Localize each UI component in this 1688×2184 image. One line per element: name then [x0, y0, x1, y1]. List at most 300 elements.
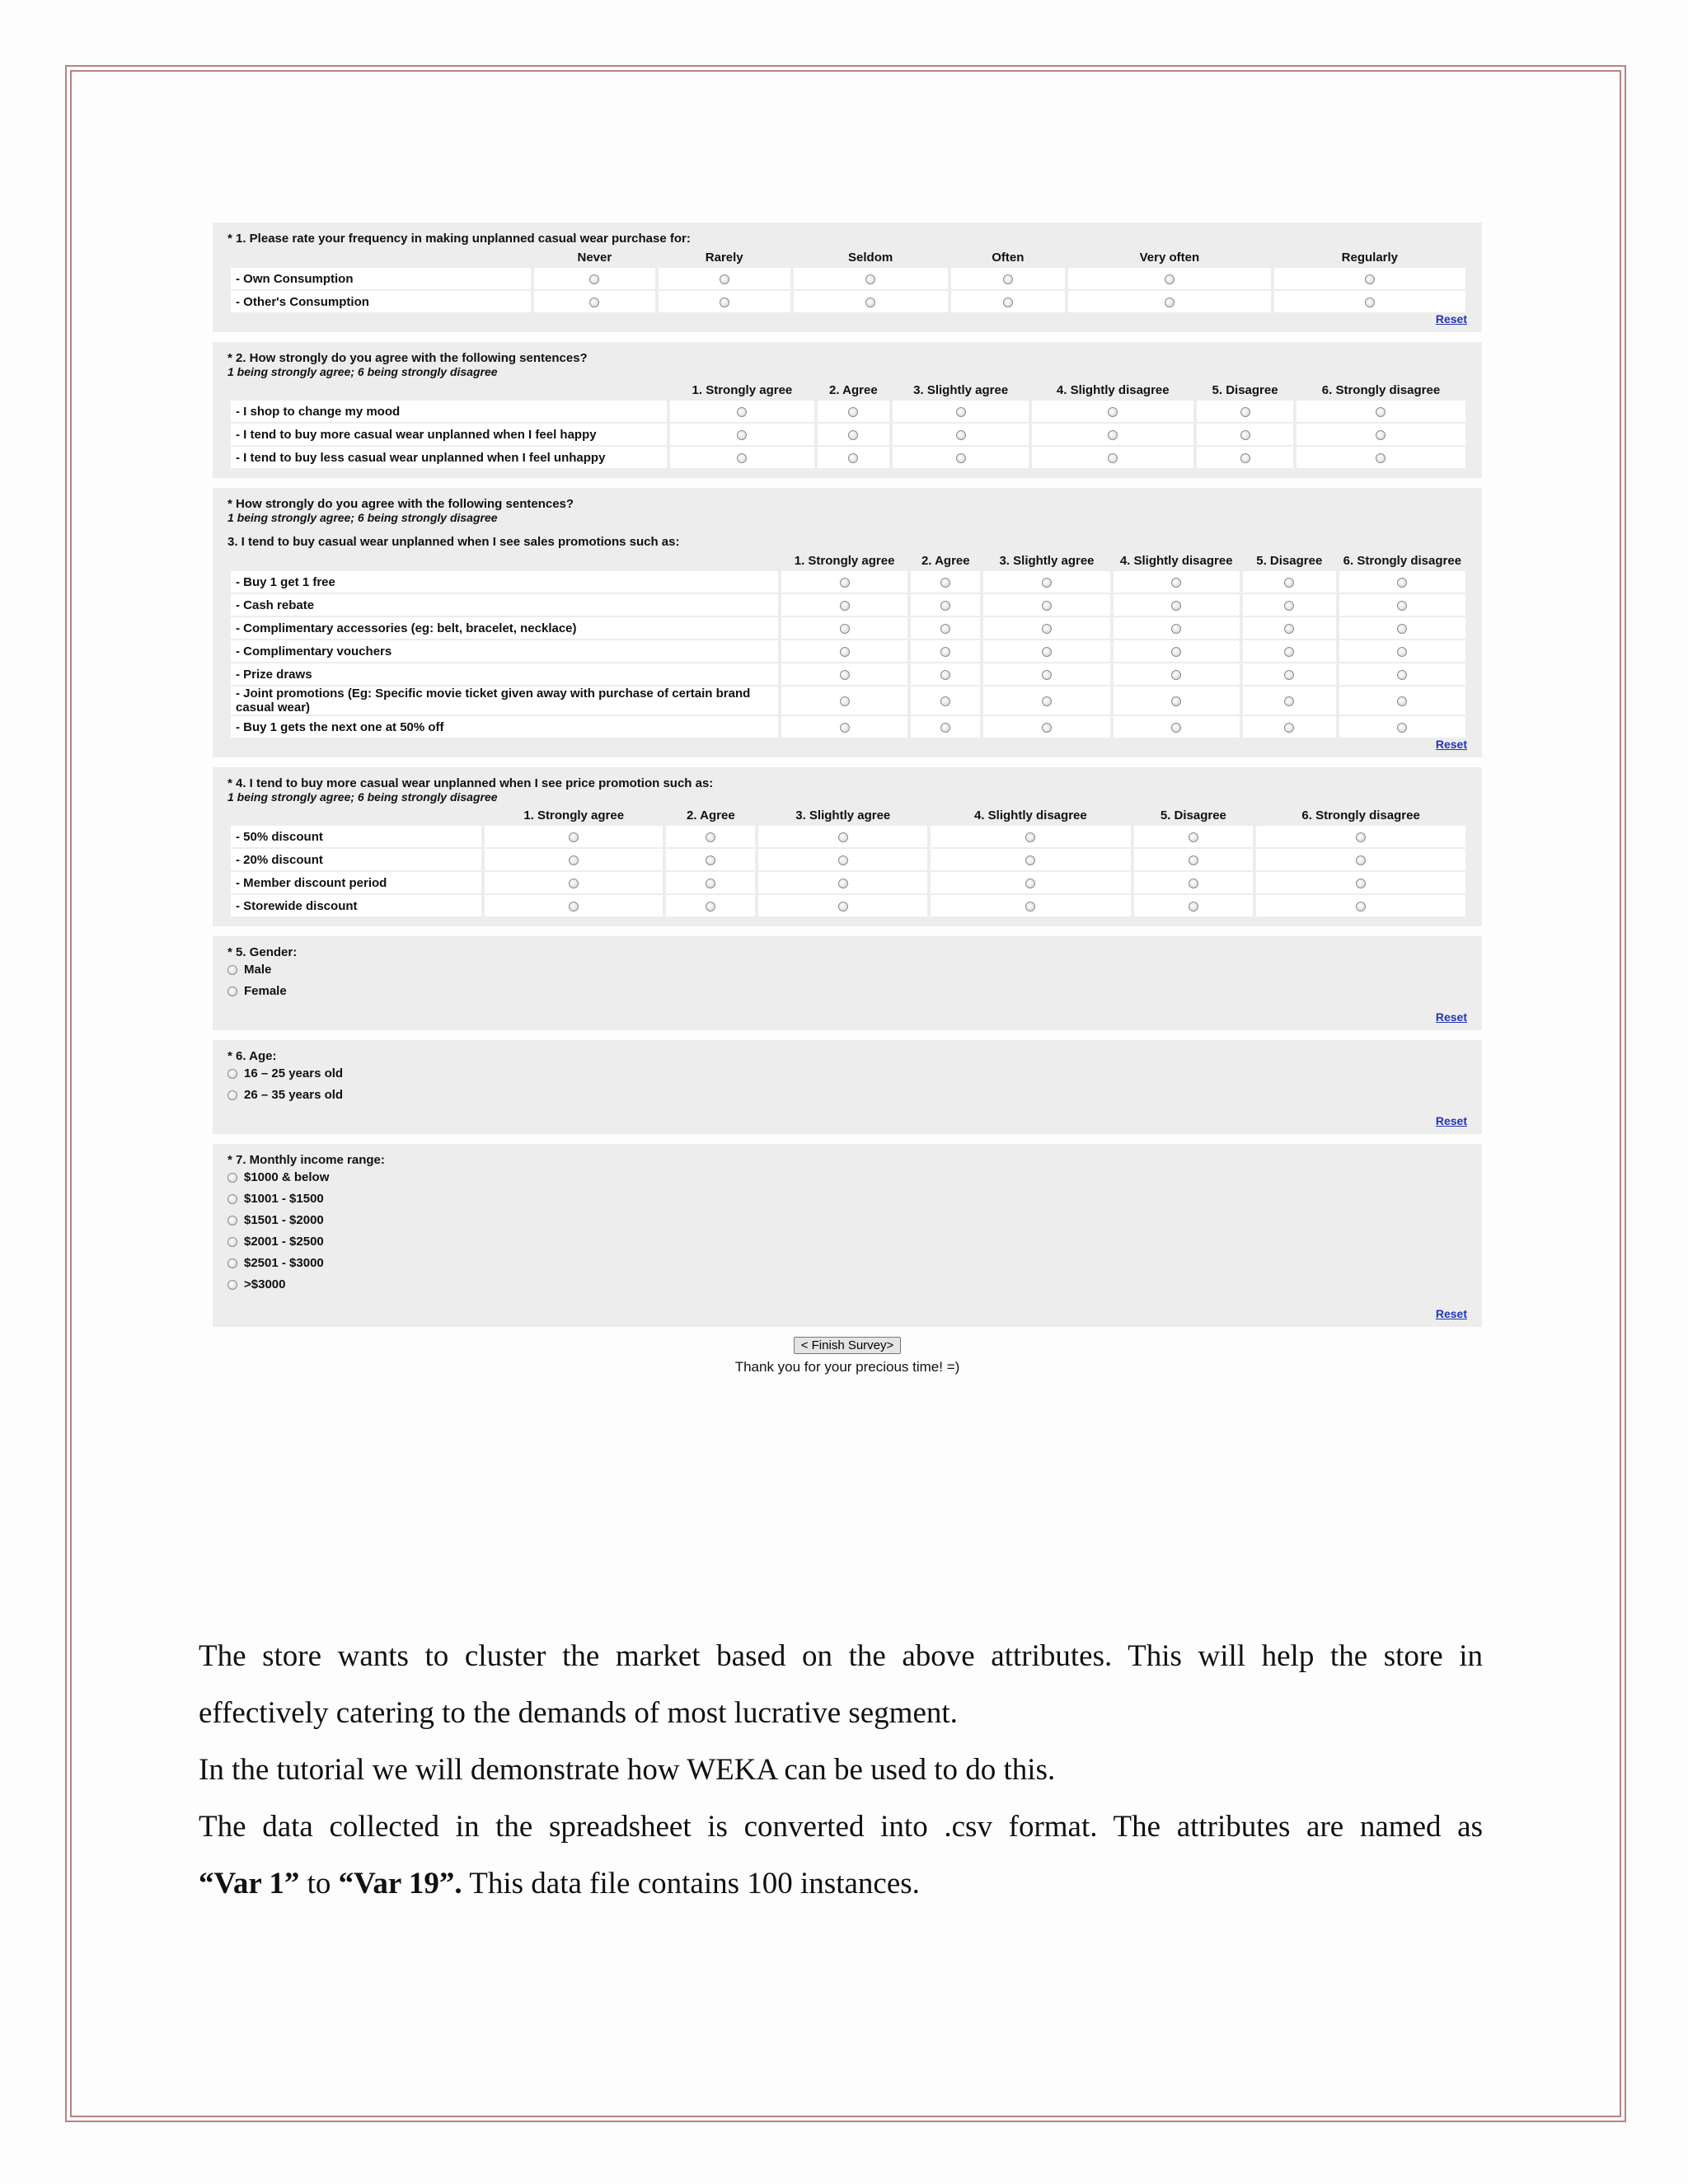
radio-button[interactable]	[227, 1069, 237, 1079]
radio-button[interactable]	[706, 855, 715, 865]
question-3-text: 3. I tend to buy casual wear unplanned when I see sales promotions such as:	[227, 535, 680, 549]
radio-button[interactable]	[1003, 298, 1013, 307]
radio-button[interactable]	[940, 578, 950, 588]
grid-cell	[893, 401, 1029, 422]
question-3-title: * How strongly do you agree with the following sentences?	[227, 497, 574, 511]
grid-row-label: - I tend to buy more casual wear unplanned when I feel happy	[231, 424, 667, 445]
grid-cell	[758, 849, 927, 870]
grid-cell	[1114, 594, 1240, 616]
question-5-reset-link[interactable]: Reset	[1435, 1010, 1467, 1024]
radio-button[interactable]	[1284, 601, 1294, 611]
grid-row-label: - Complimentary accessories (eg: belt, bracelet, necklace)	[231, 617, 778, 639]
radio-button[interactable]	[1284, 670, 1294, 680]
radio-button[interactable]	[1171, 647, 1181, 657]
radio-button[interactable]	[840, 723, 850, 733]
option-label: $2001 - $2500	[244, 1235, 324, 1249]
question-2-grid	[227, 380, 1469, 470]
grid-cell	[1339, 716, 1465, 738]
grid-header-blank	[231, 552, 778, 569]
radio-button[interactable]	[227, 1258, 237, 1268]
radio-button[interactable]	[1397, 696, 1407, 706]
grid-cell	[781, 687, 907, 715]
grid-cell	[1274, 268, 1465, 289]
question-6-section	[213, 1040, 1482, 1134]
paragraph-3-rest: This data file contains 100 instances.	[462, 1867, 920, 1900]
radio-button[interactable]	[227, 1090, 237, 1100]
grid-cell	[1339, 640, 1465, 662]
grid-cell	[1134, 849, 1254, 870]
option-row[interactable]	[227, 1063, 1469, 1085]
var-1-label: “Var 1”	[199, 1867, 300, 1900]
question-6-options	[227, 1063, 1469, 1106]
grid-cell	[1114, 663, 1240, 685]
question-1-section	[213, 223, 1482, 332]
grid-cell	[1296, 401, 1465, 422]
radio-button[interactable]	[1171, 624, 1181, 634]
question-7-options	[227, 1167, 1469, 1296]
grid-row	[231, 895, 1465, 916]
grid-row	[231, 447, 1465, 468]
grid-column-header: Rarely	[705, 251, 743, 265]
radio-button[interactable]	[1025, 832, 1035, 842]
radio-button[interactable]	[1171, 696, 1181, 706]
grid-header-blank	[231, 807, 481, 824]
grid-cell	[781, 716, 907, 738]
radio-button[interactable]	[1240, 430, 1250, 440]
to-word: to	[299, 1867, 339, 1900]
grid-cell	[1296, 447, 1465, 468]
radio-button[interactable]	[227, 1194, 237, 1204]
radio-button[interactable]	[940, 670, 950, 680]
grid-column-header: 2. Agree	[687, 808, 735, 823]
grid-header-blank	[231, 249, 531, 266]
grid-cell	[666, 895, 755, 916]
radio-button[interactable]	[1284, 624, 1294, 634]
grid-cell	[1032, 447, 1193, 468]
paragraph-1-line-1: The store wants to cluster the market based on the above attributes. This will help the store in	[199, 1639, 1483, 1673]
grid-cell	[1068, 268, 1271, 289]
question-4-subtitle: 1 being strongly agree; 6 being strongly disagree	[227, 790, 498, 804]
grid-row	[231, 663, 1465, 685]
grid-cell	[911, 571, 980, 593]
radio-button[interactable]	[1025, 855, 1035, 865]
grid-cell	[1339, 571, 1465, 593]
radio-button[interactable]	[1042, 670, 1052, 680]
grid-column-header: 2. Agree	[829, 383, 878, 397]
radio-button[interactable]	[227, 987, 237, 996]
grid-cell	[818, 401, 889, 422]
grid-row-label: - 50% discount	[231, 826, 481, 847]
grid-column-header: 6. Strongly disagree	[1343, 554, 1462, 568]
question-2-subtitle: 1 being strongly agree; 6 being strongly disagree	[227, 365, 498, 378]
grid-cell	[1032, 401, 1193, 422]
radio-button[interactable]	[569, 902, 579, 912]
radio-button[interactable]	[737, 407, 747, 417]
grid-cell	[485, 849, 663, 870]
radio-button[interactable]	[1365, 298, 1375, 307]
radio-button[interactable]	[848, 407, 858, 417]
grid-column-header: 5. Disagree	[1160, 808, 1226, 823]
option-row[interactable]	[227, 1167, 1469, 1188]
option-label: $1501 - $2000	[244, 1213, 324, 1227]
radio-button[interactable]	[848, 430, 858, 440]
radio-button[interactable]	[1025, 879, 1035, 888]
radio-button[interactable]	[1165, 298, 1175, 307]
grid-cell	[794, 291, 948, 312]
grid-cell	[1243, 687, 1336, 715]
radio-button[interactable]	[1171, 578, 1181, 588]
grid-cell	[983, 617, 1109, 639]
grid-cell	[485, 872, 663, 893]
radio-button[interactable]	[838, 902, 848, 912]
radio-button[interactable]	[1042, 696, 1052, 706]
grid-row	[231, 617, 1465, 639]
option-label: Male	[244, 963, 272, 977]
grid-cell	[534, 268, 655, 289]
option-row[interactable]	[227, 1085, 1469, 1106]
grid-cell	[951, 291, 1066, 312]
option-row[interactable]	[227, 1188, 1469, 1210]
grid-row	[231, 640, 1465, 662]
grid-row-label: - Member discount period	[231, 872, 481, 893]
radio-button[interactable]	[1356, 879, 1366, 888]
radio-button[interactable]	[737, 430, 747, 440]
radio-button[interactable]	[706, 832, 715, 842]
radio-button[interactable]	[865, 274, 875, 284]
radio-button[interactable]	[569, 855, 579, 865]
grid-cell	[670, 424, 814, 445]
question-6-title: * 6. Age:	[227, 1049, 277, 1063]
finish-wrap	[213, 1337, 1482, 1376]
radio-button[interactable]	[1108, 407, 1118, 417]
radio-button[interactable]	[1108, 453, 1118, 463]
grid-row-label: - Storewide discount	[231, 895, 481, 916]
grid-cell	[983, 716, 1109, 738]
radio-button[interactable]	[838, 855, 848, 865]
radio-button[interactable]	[589, 298, 599, 307]
option-row[interactable]	[227, 959, 1469, 981]
grid-row	[231, 594, 1465, 616]
radio-button[interactable]	[569, 879, 579, 888]
option-row[interactable]	[227, 1210, 1469, 1231]
radio-button[interactable]	[1284, 696, 1294, 706]
option-label: 26 – 35 years old	[244, 1088, 344, 1102]
grid-cell	[1134, 895, 1254, 916]
grid-row	[231, 268, 1465, 289]
grid-column-header: 1. Strongly agree	[794, 554, 895, 568]
grid-cell	[666, 849, 755, 870]
grid-cell	[758, 895, 927, 916]
question-5-options	[227, 959, 1469, 1002]
grid-cell	[485, 826, 663, 847]
grid-header-blank	[231, 382, 667, 399]
grid-cell	[1243, 663, 1336, 685]
grid-row-label: - Prize draws	[231, 663, 778, 685]
grid-column-header: 6. Strongly disagree	[1301, 808, 1420, 823]
radio-button[interactable]	[227, 1237, 237, 1247]
question-7-section	[213, 1144, 1482, 1327]
grid-row-label: - Cash rebate	[231, 594, 778, 616]
grid-row-label: - Buy 1 get 1 free	[231, 571, 778, 593]
radio-button[interactable]	[1397, 670, 1407, 680]
grid-column-header: Regularly	[1341, 251, 1399, 265]
question-3-section	[213, 488, 1482, 757]
radio-button[interactable]	[227, 965, 237, 975]
radio-button[interactable]	[1171, 601, 1181, 611]
radio-button[interactable]	[1376, 453, 1386, 463]
grid-header-row	[231, 807, 1465, 824]
option-label: 16 – 25 years old	[244, 1066, 344, 1080]
grid-cell	[983, 594, 1109, 616]
grid-cell	[1339, 594, 1465, 616]
question-3-subtitle: 1 being strongly agree; 6 being strongly disagree	[227, 511, 498, 524]
grid-column-header: 6. Strongly disagree	[1321, 383, 1441, 397]
radio-button[interactable]	[1189, 855, 1198, 865]
radio-button[interactable]	[956, 453, 966, 463]
radio-button[interactable]	[1171, 670, 1181, 680]
grid-cell	[951, 268, 1066, 289]
grid-row	[231, 716, 1465, 738]
grid-cell	[983, 687, 1109, 715]
radio-button[interactable]	[840, 696, 850, 706]
radio-button[interactable]	[1397, 723, 1407, 733]
radio-button[interactable]	[1397, 578, 1407, 588]
question-7-title: * 7. Monthly income range:	[227, 1153, 385, 1167]
radio-button[interactable]	[840, 624, 850, 634]
radio-button[interactable]	[1189, 832, 1198, 842]
grid-cell	[1339, 617, 1465, 639]
question-3-grid	[227, 551, 1469, 739]
radio-button[interactable]	[956, 430, 966, 440]
radio-button[interactable]	[840, 670, 850, 680]
grid-cell	[1256, 849, 1465, 870]
radio-button[interactable]	[706, 902, 715, 912]
radio-button[interactable]	[1042, 601, 1052, 611]
grid-cell	[781, 617, 907, 639]
grid-cell	[666, 872, 755, 893]
question-7-reset-link[interactable]: Reset	[1435, 1307, 1467, 1320]
grid-cell	[931, 826, 1130, 847]
grid-row	[231, 401, 1465, 422]
radio-button[interactable]	[840, 578, 850, 588]
radio-button[interactable]	[1376, 407, 1386, 417]
radio-button[interactable]	[1042, 624, 1052, 634]
radio-button[interactable]	[1025, 902, 1035, 912]
radio-button[interactable]	[589, 274, 599, 284]
radio-button[interactable]	[227, 1280, 237, 1290]
survey-screenshot	[213, 223, 1482, 1376]
grid-column-header: Very often	[1139, 251, 1200, 265]
radio-button[interactable]	[1189, 902, 1198, 912]
grid-cell	[893, 447, 1029, 468]
grid-cell	[781, 594, 907, 616]
paragraph-3-line-2	[199, 1855, 1483, 1912]
grid-row-label: - Other's Consumption	[231, 291, 531, 312]
grid-cell	[485, 895, 663, 916]
radio-button[interactable]	[1240, 407, 1250, 417]
grid-column-header: 3. Slightly agree	[999, 554, 1095, 568]
radio-button[interactable]	[227, 1216, 237, 1226]
radio-button[interactable]	[1356, 832, 1366, 842]
grid-cell	[911, 687, 980, 715]
grid-cell	[659, 291, 790, 312]
radio-button[interactable]	[1397, 624, 1407, 634]
grid-cell	[781, 571, 907, 593]
radio-button[interactable]	[838, 832, 848, 842]
grid-cell	[1274, 291, 1465, 312]
radio-button[interactable]	[1397, 647, 1407, 657]
grid-column-header: 5. Disagree	[1256, 554, 1323, 568]
grid-column-header: 1. Strongly agree	[692, 383, 793, 397]
grid-cell	[670, 401, 814, 422]
radio-button[interactable]	[848, 453, 858, 463]
radio-button[interactable]	[840, 647, 850, 657]
radio-button[interactable]	[940, 647, 950, 657]
grid-cell	[1114, 716, 1240, 738]
grid-cell	[1243, 594, 1336, 616]
radio-button[interactable]	[1108, 430, 1118, 440]
grid-header-row	[231, 552, 1465, 569]
option-row[interactable]	[227, 981, 1469, 1002]
radio-button[interactable]	[737, 453, 747, 463]
radio-button[interactable]	[940, 601, 950, 611]
radio-button[interactable]	[840, 601, 850, 611]
radio-button[interactable]	[1003, 274, 1013, 284]
grid-cell	[1114, 617, 1240, 639]
question-4-grid	[227, 805, 1469, 918]
grid-column-header: Often	[992, 251, 1025, 265]
grid-cell	[1197, 424, 1293, 445]
radio-button[interactable]	[838, 879, 848, 888]
thank-you-text: Thank you for your precious time! =)	[734, 1359, 960, 1375]
option-label: $1001 - $1500	[244, 1192, 324, 1206]
radio-button[interactable]	[720, 274, 729, 284]
question-4-title: * 4. I tend to buy more casual wear unplanned when I see price promotion such as:	[227, 776, 714, 790]
grid-row	[231, 849, 1465, 870]
option-row[interactable]	[227, 1274, 1469, 1296]
grid-row	[231, 424, 1465, 445]
grid-row-label: - I shop to change my mood	[231, 401, 667, 422]
grid-cell	[1243, 571, 1336, 593]
radio-button[interactable]	[1397, 601, 1407, 611]
radio-button[interactable]	[956, 407, 966, 417]
grid-cell	[1296, 424, 1465, 445]
grid-column-header: 4. Slightly disagree	[1056, 383, 1170, 397]
grid-cell	[1068, 291, 1271, 312]
grid-cell	[911, 716, 980, 738]
radio-button[interactable]	[865, 298, 875, 307]
grid-cell	[781, 640, 907, 662]
radio-button[interactable]	[569, 832, 579, 842]
question-1-title: * 1. Please rate your frequency in making unplanned casual wear purchase for:	[227, 232, 691, 246]
grid-column-header: 4. Slightly disagree	[974, 808, 1087, 823]
grid-cell	[1197, 447, 1293, 468]
grid-row-label: - Own Consumption	[231, 268, 531, 289]
grid-header-row	[231, 382, 1465, 399]
radio-button[interactable]	[940, 723, 950, 733]
grid-row-label: - I tend to buy less casual wear unplanned when I feel unhappy	[231, 447, 667, 468]
grid-column-header: Seldom	[848, 251, 893, 265]
grid-cell	[911, 663, 980, 685]
question-3-reset-link[interactable]: Reset	[1435, 738, 1467, 751]
radio-button[interactable]	[1284, 578, 1294, 588]
radio-button[interactable]	[940, 696, 950, 706]
grid-cell	[666, 826, 755, 847]
grid-cell	[758, 872, 927, 893]
grid-cell	[983, 571, 1109, 593]
option-row[interactable]	[227, 1231, 1469, 1253]
grid-cell	[931, 849, 1130, 870]
radio-button[interactable]	[1042, 723, 1052, 733]
radio-button[interactable]	[1165, 274, 1175, 284]
question-6-reset-link[interactable]: Reset	[1435, 1114, 1467, 1127]
radio-button[interactable]	[1240, 453, 1250, 463]
radio-button[interactable]	[1042, 647, 1052, 657]
radio-button[interactable]	[1376, 430, 1386, 440]
grid-cell	[670, 447, 814, 468]
radio-button[interactable]	[1284, 647, 1294, 657]
grid-row	[231, 687, 1465, 715]
grid-column-header: 3. Slightly agree	[913, 383, 1009, 397]
option-label: >$3000	[244, 1277, 286, 1291]
grid-row-label: - 20% discount	[231, 849, 481, 870]
grid-row	[231, 872, 1465, 893]
option-row[interactable]	[227, 1253, 1469, 1274]
grid-row-label: - Joint promotions (Eg: Specific movie ticket given away with purchase of certain brand casual wear)	[231, 687, 778, 715]
grid-cell	[1032, 424, 1193, 445]
grid-cell	[758, 826, 927, 847]
finish-survey-button[interactable]: < Finish Survey>	[794, 1337, 902, 1354]
grid-cell	[794, 268, 948, 289]
grid-row	[231, 571, 1465, 593]
grid-cell	[911, 640, 980, 662]
grid-cell	[1243, 716, 1336, 738]
radio-button[interactable]	[1365, 274, 1375, 284]
radio-button[interactable]	[1042, 578, 1052, 588]
question-2-title: * 2. How strongly do you agree with the following sentences?	[227, 351, 588, 365]
document-body	[199, 1628, 1483, 1912]
grid-cell	[983, 663, 1109, 685]
grid-column-header: 2. Agree	[921, 554, 970, 568]
paragraph-3-line-1: The data collected in the spreadsheet is converted into .csv format. The attributes are named as	[199, 1810, 1483, 1844]
grid-cell	[818, 447, 889, 468]
radio-button[interactable]	[1171, 723, 1181, 733]
radio-button[interactable]	[1356, 855, 1366, 865]
question-1-reset-link[interactable]: Reset	[1435, 312, 1467, 326]
grid-column-header: 3. Slightly agree	[795, 808, 891, 823]
grid-cell	[1114, 640, 1240, 662]
radio-button[interactable]	[720, 298, 729, 307]
grid-cell	[1134, 826, 1254, 847]
radio-button[interactable]	[227, 1173, 237, 1183]
paragraph-2: In the tutorial we will demonstrate how WEKA can be used to do this.	[199, 1753, 1056, 1787]
radio-button[interactable]	[1356, 902, 1366, 912]
grid-cell	[1243, 617, 1336, 639]
radio-button[interactable]	[1284, 723, 1294, 733]
radio-button[interactable]	[706, 879, 715, 888]
grid-cell	[911, 617, 980, 639]
grid-cell	[1114, 571, 1240, 593]
grid-cell	[1197, 401, 1293, 422]
option-label: $1000 & below	[244, 1170, 330, 1184]
question-5-title: * 5. Gender:	[227, 945, 298, 959]
grid-column-header: 4. Slightly disagree	[1119, 554, 1233, 568]
grid-row	[231, 291, 1465, 312]
radio-button[interactable]	[940, 624, 950, 634]
grid-cell	[931, 872, 1130, 893]
radio-button[interactable]	[1189, 879, 1198, 888]
grid-cell	[911, 594, 980, 616]
